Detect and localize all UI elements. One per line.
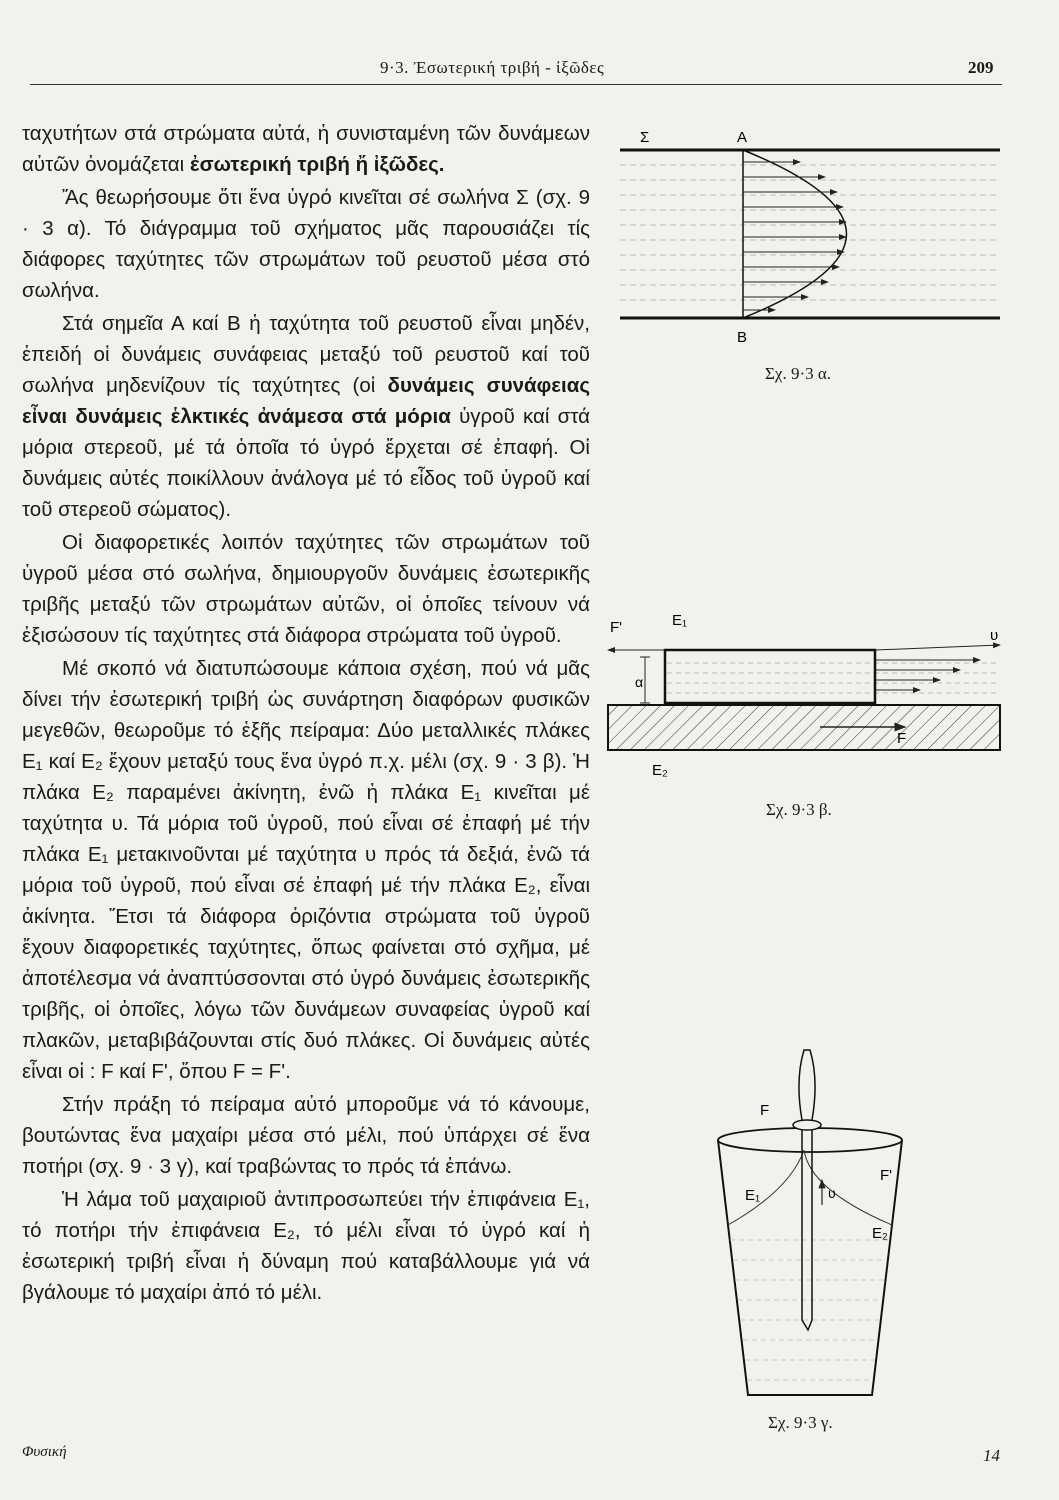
layer-velocity-arrows — [875, 660, 980, 690]
velocity-arrows — [743, 162, 846, 310]
glass — [718, 1140, 902, 1395]
paragraph-experiment: Μέ σκοπό νά διατυπώσουμε κάποια σχέση, πού νά μᾶς δίνει τήν ἐσωτερική τριβή ὡς συνάρτηση διαφόρων φυσικῶν μεγεθῶν, θεωροῦμε τό ἑξῆς πείραμα: Δύο μεταλλικές πλάκες Ε₁ καί Ε₂ ἔχουν μεταξύ τους ἕνα ὑγρό π.χ. μέλι (σχ. 9 · 3 β). Ἡ πλάκα Ε₂ παραμένει ἀκίνητη, ἐνῶ ἡ πλάκα Ε₁ κινεῖται μέ ταχύτητα υ. Τά μόρια τοῦ ὑγροῦ, πού εἶναι σέ ἐπαφή μέ τήν πλάκα Ε₁ μετακινοῦνται μέ ταχύτητα υ πρός τά δεξιά, ἐνῶ τά μόρια τοῦ ὑγροῦ, πού εἶναι σέ ἐπαφή μέ τήν πλάκα Ε₂, εἶναι ἀκίνητα. Ἔτσι τά διάφορα ὁριζόντια στρώματα τοῦ ὑγροῦ ἔχουν διαφορετικές ταχύτητες, ὅπως φαίνεται στό σχῆμα, μέ ἀποτέλεσμα νά ἀναπτύσσονται στό ὑγρό δυνάμεις ἐσωτερικῆς τριβῆς, οἱ ὁποῖες, λόγω τῶν δυνάμεων συναφείας ὑγροῦ καί πλακῶν, μεταβιβάζουνται στίς δυό πλάκες. Οἱ δυνάμεις αὐτές εἶναι οἱ : F καί F', ὅπου F = F'. — [22, 657, 590, 1083]
label-pipe-S: Σ — [640, 129, 650, 146]
footer-signature-number: 14 — [983, 1446, 1000, 1465]
paragraph-knife-honey: Στήν πράξη τό πείραμα αὐτό μποροῦμε νά τό κάνουμε, βουτώντας ἕνα μαχαίρι μέσα στό μέλι, πού ὑπάρχει σέ ἕνα ποτήρι (σχ. 9 · 3 γ), καί τραβώντας το πρός τά ἐπάνω. — [22, 1093, 590, 1178]
paragraph-pipe-flow: Ἄς θεωρήσουμε ὅτι ἕνα ὑγρό κινεῖται σέ σωλήνα Σ (σχ. 9 · 3 α). Τό διάγραμμα τοῦ σχήματος μᾶς παρουσιάζει τίς διάφορες ταχύτητες τῶν στρωμάτων τοῦ ρευστοῦ μέσα στό σωλήνα. — [22, 186, 590, 302]
figure-9-3-a — [615, 120, 1005, 360]
paragraph-points-ab: Στά σημεῖα Α καί Β ἡ ταχύτητα τοῦ ρευστοῦ εἶναι μηδέν, ἐπειδή οἱ δυνάμεις συνάφειας μεταξύ τοῦ ρευστοῦ καί τοῦ σωλήνα μηδενίζουν τίς ταχύτητες (οἱ δυνάμεις συνάφειας εἶναι δυνάμεις ἑλκτικές ἀνάμεσα στά μόρια ὑγροῦ καί στά μόρια στερεοῦ, μέ τά ὁποῖα τό ὑγρό ἔρχεται σέ ἐπαφή. Οἱ δυνάμεις αὐτές ποικίλλουν ἀνάλογα μέ τό εἶδος τοῦ ὑγροῦ καί τοῦ στερεοῦ σώματος). — [22, 312, 590, 521]
figure-9-3-b — [605, 605, 1005, 785]
page-header — [0, 50, 1059, 90]
page-number: 209 — [968, 58, 994, 77]
paragraph-continuation: ταχυτήτων στά στρώματα αὐτά, ἡ συνισταμένη τῶν δυνάμεων αὐτῶν ὀνομάζεται ἐσωτερική τριβή ἤ ἰξῶδες. — [22, 122, 590, 176]
paragraph-layers: Οἱ διαφορετικές λοιπόν ταχύτητες τῶν στρωμάτων τοῦ ὑγροῦ μέσα στό σωλήνα, δημιουργοῦν δυνάμεις ἐσωτερικῆς τριβῆς μεταξύ τῶν στρωμάτων αὐτῶν, οἱ ὁποῖες τείνουν νά ἐξισώσουν τίς ταχύτητες στά διάφορα στρώματα τοῦ ὑγροῦ. — [22, 531, 590, 647]
figure-9-3-b-drawing — [605, 605, 1005, 785]
label-F-prime: F' — [610, 619, 623, 636]
label-v: υ — [828, 1185, 836, 1201]
running-title: 9·3. Ἐσωτερική τριβή - ἰξῶδες — [380, 58, 605, 77]
caption-fig-c: Σχ. 9·3 γ. — [768, 1413, 833, 1432]
label-F-prime: F' — [880, 1167, 893, 1184]
label-E1: E₁ — [672, 612, 688, 629]
label-point-A: Α — [737, 129, 748, 146]
plate-E2 — [608, 705, 1000, 750]
header-rule — [30, 84, 1002, 85]
caption-fig-a: Σχ. 9·3 α. — [765, 364, 832, 383]
figure-9-3-c-drawing — [700, 1040, 930, 1410]
velocity-profile — [743, 150, 847, 318]
knife-blade — [799, 1050, 815, 1330]
term-cohesion-forces: δυνάμεις συνάφειας εἶναι δυνάμεις ἑλκτικές ἀνάμεσα στά μόρια — [22, 374, 590, 428]
main-text-column — [22, 118, 590, 1310]
caption-fig-b: Σχ. 9·3 β. — [766, 800, 832, 819]
label-v: υ — [990, 627, 999, 644]
footer-book-title: Φυσική — [22, 1444, 67, 1460]
label-point-B: Β — [737, 329, 748, 346]
term-internal-friction: ἐσωτερική τριβή ἤ ἰξῶδες. — [189, 153, 445, 176]
label-a: α — [635, 674, 644, 690]
figure-9-3-a-drawing — [615, 120, 1005, 360]
plate-E1 — [665, 650, 875, 703]
label-F: F — [897, 730, 907, 747]
label-F: F — [760, 1102, 770, 1119]
figure-9-3-c — [700, 1040, 930, 1410]
paragraph-knife-blade: Ἡ λάμα τοῦ μαχαιριοῦ ἀντιπροσωπεύει τήν ἐπιφάνεια Ε₁, τό ποτήρι τήν ἐπιφάνεια Ε₂, τό μέλι εἶναι τό ὑγρό καί ἡ ἐσωτερική τριβή εἶναι ἡ δύναμη πού καταβάλλουμε γιά νά βγάλουμε τό μαχαίρι ἀπό τό μέλι. — [22, 1188, 590, 1304]
label-E1: E₁ — [745, 1187, 761, 1204]
label-E2: E₂ — [652, 762, 668, 779]
label-E2: E₂ — [872, 1225, 888, 1242]
